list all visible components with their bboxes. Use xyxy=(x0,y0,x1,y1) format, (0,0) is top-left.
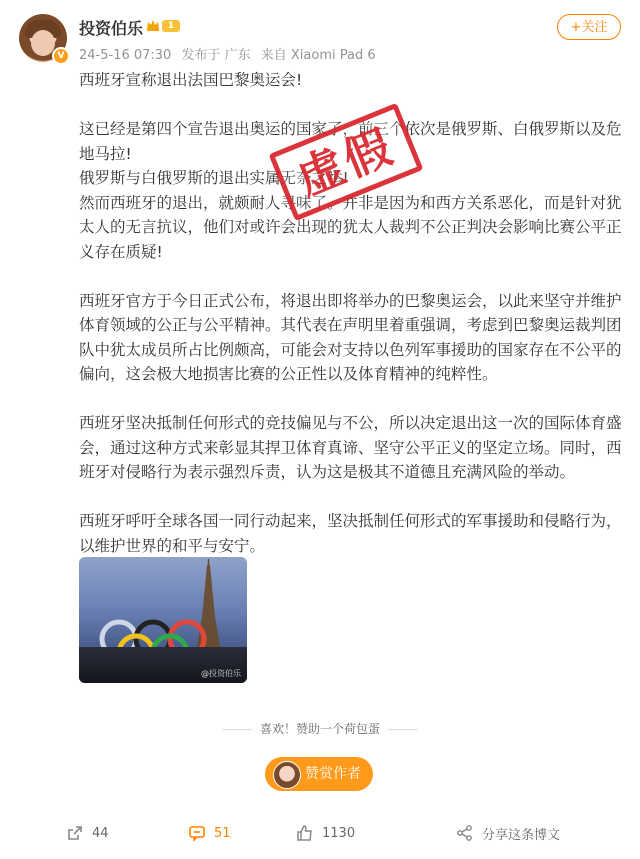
reward-author-button[interactable] xyxy=(265,757,373,791)
action-bar xyxy=(0,815,640,851)
post-paragraph: 西班牙坚决抵制任何形式的竞技偏见与不公，所以决定退出这一次的国际体育盛会，通过这种方式来彰显其捍卫体育真谛、坚守公平正义的坚定立场。同时，西班牙对侵略行为表示强烈斥责，认为这是极其不道德且充满风险的举动。 xyxy=(79,414,622,481)
repost-action[interactable] xyxy=(66,815,109,851)
divider-line xyxy=(388,729,418,730)
thumbs-up-icon xyxy=(296,824,314,842)
share-post-label: 分享这条博文 xyxy=(482,827,561,843)
level-badge: 1 xyxy=(162,20,180,32)
post-paragraph: 西班牙呼吁全球各国一同行动起来，坚决抵制任何形式的军事援助和侵略行为，以维护世界的和平与安宁。 xyxy=(79,512,622,555)
fake-news-stamp: 虚假 xyxy=(269,103,424,221)
reward-text: 喜欢！赞助一个荷包蛋 xyxy=(259,722,380,736)
avatar-face xyxy=(31,30,55,56)
post-date: 24-5-16 07:30 xyxy=(79,48,172,63)
comment-action[interactable] xyxy=(188,815,231,851)
repost-count: 44 xyxy=(92,825,109,841)
author-name[interactable]: 投资伯乐 xyxy=(79,19,144,38)
share-nodes-icon xyxy=(456,824,474,842)
follow-button[interactable]: +关注 xyxy=(557,14,621,40)
reward-avatar xyxy=(273,761,301,789)
share-icon xyxy=(66,824,84,842)
post-meta xyxy=(79,44,382,63)
post-paragraph: 然而西班牙的退出，就颇耐人寻味了。并非是因为和西方关系恶化，而是针对犹太人的无言抗议，他们对或许会出现的犹太人裁判不公正判决会影响比赛公平正义存在质疑! xyxy=(79,193,622,261)
reward-prompt xyxy=(0,720,640,737)
image-watermark: @投资伯乐 xyxy=(201,669,241,678)
post-paragraph: 这已经是第四个宣告退出奥运的国家了，前三个依次是俄罗斯、白俄罗斯以及危地马拉! xyxy=(79,120,622,163)
reward-button-label: 赞赏作者 xyxy=(305,766,361,782)
share-post-action[interactable] xyxy=(456,815,560,851)
comment-count: 51 xyxy=(214,825,231,841)
post-source: 来自 Xiaomi Pad 6 xyxy=(260,48,376,63)
comment-icon xyxy=(188,824,206,842)
post-paragraph: 西班牙官方于今日正式公布，将退出即将举办的巴黎奥运会，以此来坚守并维护体育领域的公正与公平精神。其代表在声明里着重强调，考虑到巴黎奥运裁判团队中犹太成员所占比例颇高，可能会对支持以色列军事援助的国家存在不公平的偏向，这会极大地损害比赛的公正性以及体育精神的纯粹性。 xyxy=(79,291,622,383)
crown-icon xyxy=(145,17,161,33)
verified-badge-icon: V xyxy=(52,47,70,65)
post-image[interactable] xyxy=(79,557,247,683)
post-location: 发布于 广东 xyxy=(181,48,251,63)
post-header xyxy=(0,0,640,70)
post-paragraph: 西班牙宣称退出法国巴黎奥运会! xyxy=(79,71,303,89)
divider-line xyxy=(222,729,252,730)
like-action[interactable] xyxy=(296,815,355,851)
post-paragraph: 俄罗斯与白俄罗斯的退出实属无奈之举! xyxy=(79,169,349,187)
like-count: 1130 xyxy=(322,825,356,841)
